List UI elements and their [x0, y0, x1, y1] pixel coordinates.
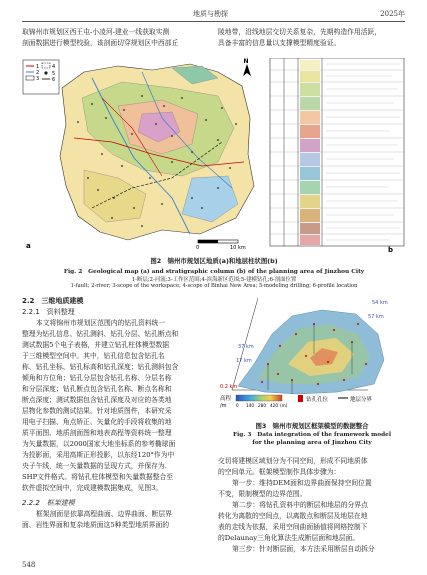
boundary-legend-label: 地层分界 [350, 397, 373, 403]
text-line: 整理为钻孔信息、钻孔测斜、钻孔分层、钻孔断点和 [22, 330, 179, 338]
tick-label: 140 [246, 403, 254, 408]
figure-2-graphic [22, 58, 406, 252]
text-line: 本文将锦州市规划区范围内的钻孔资料统一 [36, 319, 166, 327]
left-paragraph-1 [22, 318, 210, 494]
svg-text:N: N [243, 58, 249, 65]
panel-b-label: b [388, 246, 394, 252]
text-line: 具备丰富的信息量以支撑模型精度验证。 [218, 39, 341, 47]
fig2-legend-en: 1-fault; 2-river; 3-scope of the workspace; 4-scope of Binhai New Area; 5-modeling drilling; 6-profile location [70, 283, 358, 289]
fig2-legend-cn: 1-断层;2-河流;3-工作区范围;4-滨海新区范围;5-建模钻孔;6-剖面位置 [131, 277, 297, 283]
drill-legend-icon [298, 395, 303, 402]
text-line: 央子午线，统一矢量数据的呈现方式，并保存为. [22, 462, 167, 470]
text-line: 剖面数据进行模型校验，该剖面切穿规划区中西部丘 [22, 39, 179, 47]
drill-legend-label: 钻孔孔位 [306, 397, 329, 403]
tick-label: 280 [258, 403, 266, 408]
section-2-2-1-heading: 2.2.1 资料整理 [22, 308, 75, 316]
text-line: 倾角和方位角；钻孔分层包含钻孔名称、分层名称 [22, 374, 172, 382]
svg-text:5: 5 [52, 71, 56, 77]
tick-label: 0 [236, 403, 239, 408]
text-line: 不变，限制模型的边界范围。 [218, 490, 307, 498]
tick-label: (m) [280, 403, 288, 408]
svg-text:6: 6 [52, 77, 56, 83]
text-line: 层物化参数的测试结果。针对地质图件，本研究采 [22, 407, 172, 415]
elevation-unit: /m [220, 403, 227, 409]
text-line: 转化为离散的空间点，以离散点和断层及地层在地 [218, 512, 368, 520]
header-rule [22, 21, 405, 22]
text-line: 和分层深度；钻孔断点包含钻孔名称、断点名称和 [22, 385, 172, 393]
text-line: 软件虚拟空间中，完成建模数据集成，见图3。 [22, 484, 163, 492]
text-line: 取锦州市规划区西王屯-小凌河-建业一线获取实测 [22, 28, 170, 36]
text-line: 面、岩性界面和复杂地质面这5种类型地质界面的 [22, 521, 170, 529]
svg-text:0: 0 [196, 245, 200, 251]
text-line: 陵地带，沿线地层交切关系复杂，先期构造作用活跃， [218, 28, 382, 36]
text-line: 的Delaunay三角化算法生成断层面和地层面。 [218, 534, 360, 542]
text-line: 第三步：针对断层面，本方法采用断层自动拆分 [232, 545, 375, 553]
text-line: 框架剖面是依靠高程曲面、边界曲面、断层界 [36, 510, 172, 518]
text-line: 的空间单元。框架模型制作具体步骤为： [218, 468, 341, 476]
figure-3-graphic [218, 294, 406, 424]
geological-map [60, 64, 254, 240]
tick-label: 420 [270, 403, 278, 408]
text-line: 为投影面，采用高斯正形投影，以东经120°作为中 [22, 451, 175, 459]
km-label: 17 km [236, 358, 252, 364]
section-2-2-heading: 2.2 三维地质建模 [22, 297, 84, 305]
text-line: 用电子扫描、角点矫正、矢量化的手段将收集的地 [22, 418, 172, 426]
north-arrow-icon [243, 58, 251, 76]
fig3-caption-en: Fig. 3 Data integration of the framework model for the planning area of Jinzhou City [232, 432, 392, 446]
km-label: 57 km [368, 314, 384, 320]
svg-text:3: 3 [36, 76, 40, 82]
elevation-colorbar [236, 395, 282, 401]
elevation-label: 高程 [220, 396, 232, 402]
text-line: 于三维模型空间中。其中，钻孔信息包含钻孔名 [22, 352, 165, 360]
scale-bar [196, 240, 246, 251]
panel-a-label: a [26, 242, 31, 250]
svg-text:10 km: 10 km [230, 245, 246, 251]
text-line: 表的走线为依据，采用空间曲面插值将网格控制下 [218, 523, 368, 531]
text-line: SHP文件格式。将钻孔柱体模型和矢量数据整合至 [22, 473, 174, 481]
km-label: 54 km [372, 300, 388, 306]
svg-text:2: 2 [36, 70, 40, 76]
right-paragraph [218, 456, 406, 555]
fig3-caption-cn: 图3 锦州市规划区框架模型的数据整合 [255, 422, 369, 430]
top-right-text [218, 27, 406, 49]
fig2-caption-cn: 图2 锦州市规划区地质(a)和地层柱状图(b) [150, 257, 278, 265]
left-paragraph-2 [22, 509, 210, 531]
page-number: 548 [22, 561, 36, 569]
map-legend [23, 60, 59, 94]
top-left-text [22, 27, 210, 49]
km-label: 0.2 km [220, 384, 238, 390]
text-line: 第二步：将钻孔资料中的断层和地层的分界点 [232, 501, 368, 509]
fig2-caption-en: Fig. 2 Geological map (a) and stratigraphic column (b) of the planning area of Jinzhou City [63, 269, 365, 275]
text-line: 测试数据5个电子表格，并建立钻孔柱体模型数据 [22, 341, 170, 349]
journal-name: 地质与勘探 [193, 10, 228, 18]
text-line: 称、钻孔坐标、钻孔标高和钻孔深度；钻孔测斜包含 [22, 363, 179, 371]
km-label: 37 km [238, 344, 254, 350]
svg-text:4: 4 [52, 64, 56, 70]
text-line: 断点深度；测试数据包含钻孔深度及对应的各类地 [22, 396, 172, 404]
text-line: 质平面图、地质剖面图和地表高程等资料统一整理 [22, 429, 172, 437]
legend-num: 1 [36, 64, 40, 70]
text-line: 第一步：维持DEM面和边界曲面保持空间位置 [232, 479, 372, 487]
figure-2 [22, 58, 406, 252]
text-line: 交切将建模区域划分为不同空间，形成不同地质体 [218, 457, 368, 465]
figure-3 [218, 294, 406, 424]
journal-year: 2025年 [380, 10, 405, 18]
section-2-2-2-heading: 2.2.2 框架建模 [22, 499, 75, 507]
stratigraphic-column [270, 58, 404, 246]
text-line: 为矢量数据，以2000国家大地坐标系的参考椭球面 [22, 440, 176, 448]
